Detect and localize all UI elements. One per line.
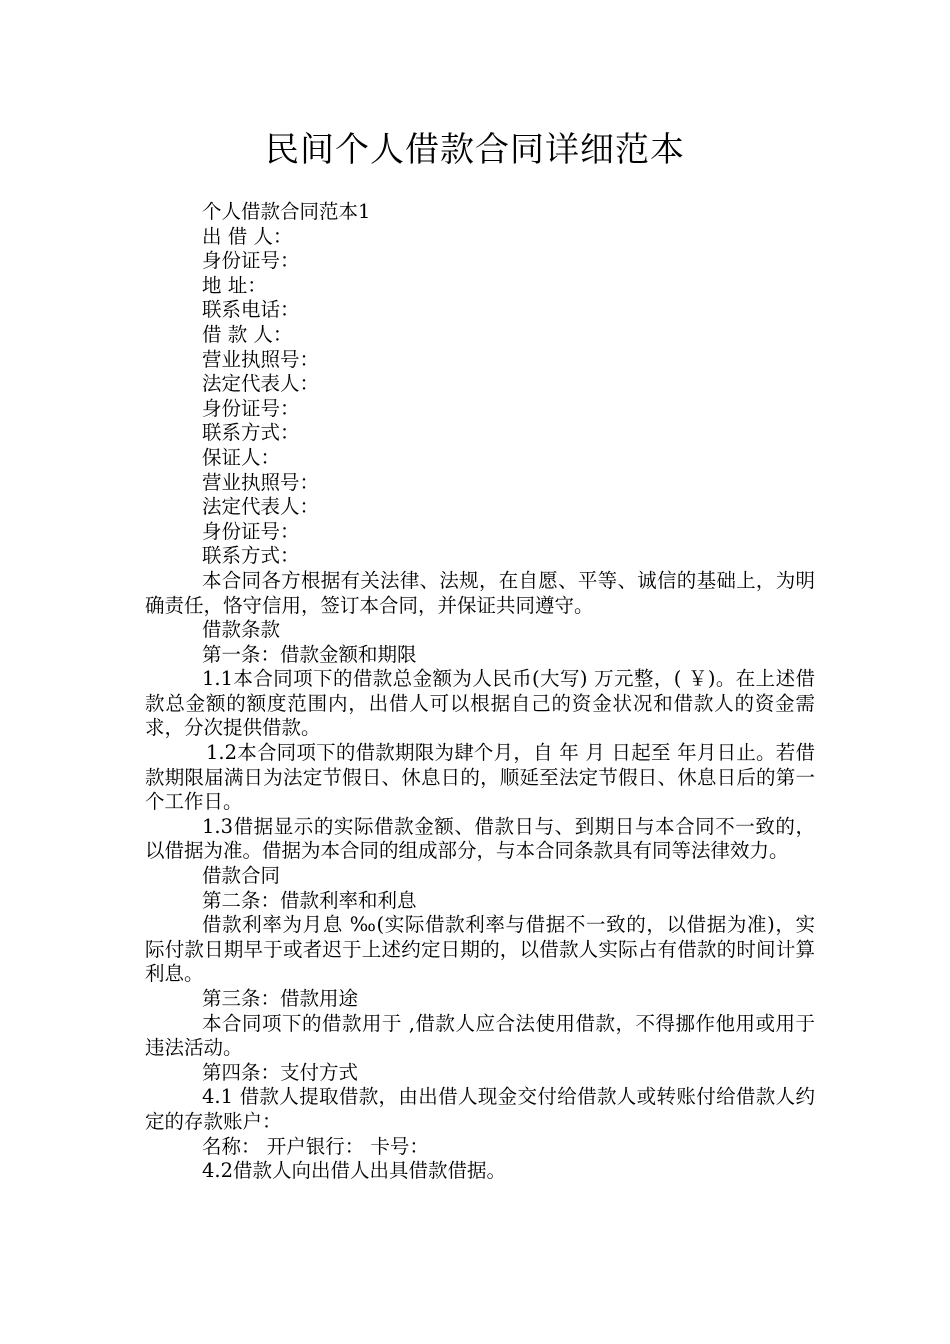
contract-subtitle: 个人借款合同范本1	[202, 200, 371, 223]
section-heading: 借款合同	[202, 864, 281, 888]
clause-paragraph: 1.2本合同项下的借款期限为肆个月，自 年 月 日起至 年月日止。若借款期限届满日为法定节假日、休息日的，顺延至法定节假日、休息日后的第一个工作日。	[145, 741, 815, 814]
article-heading: 第二条：借款利率和利息	[202, 888, 417, 912]
borrower-contact-field: 联系方式：	[202, 421, 300, 445]
article-heading: 第一条：借款金额和期限	[202, 642, 417, 666]
guarantor-license-field: 营业执照号：	[202, 470, 320, 494]
borrower-id-field: 身份证号：	[202, 396, 300, 420]
clause-paragraph: 1.1本合同项下的借款总金额为人民币(大写) 万元整，( ￥)。在上述借款总金额的额度范围内，出借人可以根据自己的资金状况和借款人的资金需求，分次提供借款。	[145, 667, 815, 740]
section-heading: 借款条款	[202, 618, 281, 642]
clause-paragraph: 1.3借据显示的实际借款金额、借款日与、到期日与本合同不一致的，以借据为准。借据为本合同的组成部分，与本合同条款具有同等法律效力。	[145, 814, 815, 863]
borrower-field: 借 款 人：	[202, 322, 293, 346]
article-heading: 第四条：支付方式	[202, 1060, 359, 1084]
borrower-license-field: 营业执照号：	[202, 347, 320, 371]
guarantor-field: 保证人：	[202, 445, 281, 469]
article-heading: 第三条：借款用途	[202, 987, 359, 1010]
borrower-legal-rep-field: 法定代表人：	[202, 372, 320, 396]
account-line: 名称： 开户银行： 卡号：	[202, 1134, 429, 1158]
clause-paragraph: 借款利率为月息 ‰(实际借款利率与借据不一致的，以借据为准)，实际付款日期早于或者迟于上述约定日期的，以借款人实际占有借款的时间计算利息。	[145, 913, 815, 986]
clause-paragraph: 本合同项下的借款用于 ,借款人应合法使用借款，不得挪作他用或用于违法活动。	[145, 1011, 815, 1060]
lender-address-field: 地 址：	[202, 273, 267, 297]
preamble-paragraph: 本合同各方根据有关法律、法规，在自愿、平等、诚信的基础上，为明确责任，恪守信用，签订本合同，并保证共同遵守。	[145, 568, 815, 617]
lender-id-field: 身份证号：	[202, 249, 300, 273]
guarantor-id-field: 身份证号：	[202, 519, 300, 543]
guarantor-legal-rep-field: 法定代表人：	[202, 495, 320, 519]
lender-field: 出 借 人：	[202, 224, 293, 248]
clause-paragraph: 4.2借款人向出借人出具借款借据。	[202, 1159, 507, 1183]
clause-paragraph: 4.1 借款人提取借款，由出借人现金交付给借款人或转账付给借款人约定的存款账户：	[145, 1085, 815, 1133]
document-title: 民间个人借款合同详细范本	[265, 130, 685, 170]
document-body	[145, 200, 815, 1184]
lender-phone-field: 联系电话：	[202, 298, 300, 322]
guarantor-contact-field: 联系方式：	[202, 544, 300, 568]
